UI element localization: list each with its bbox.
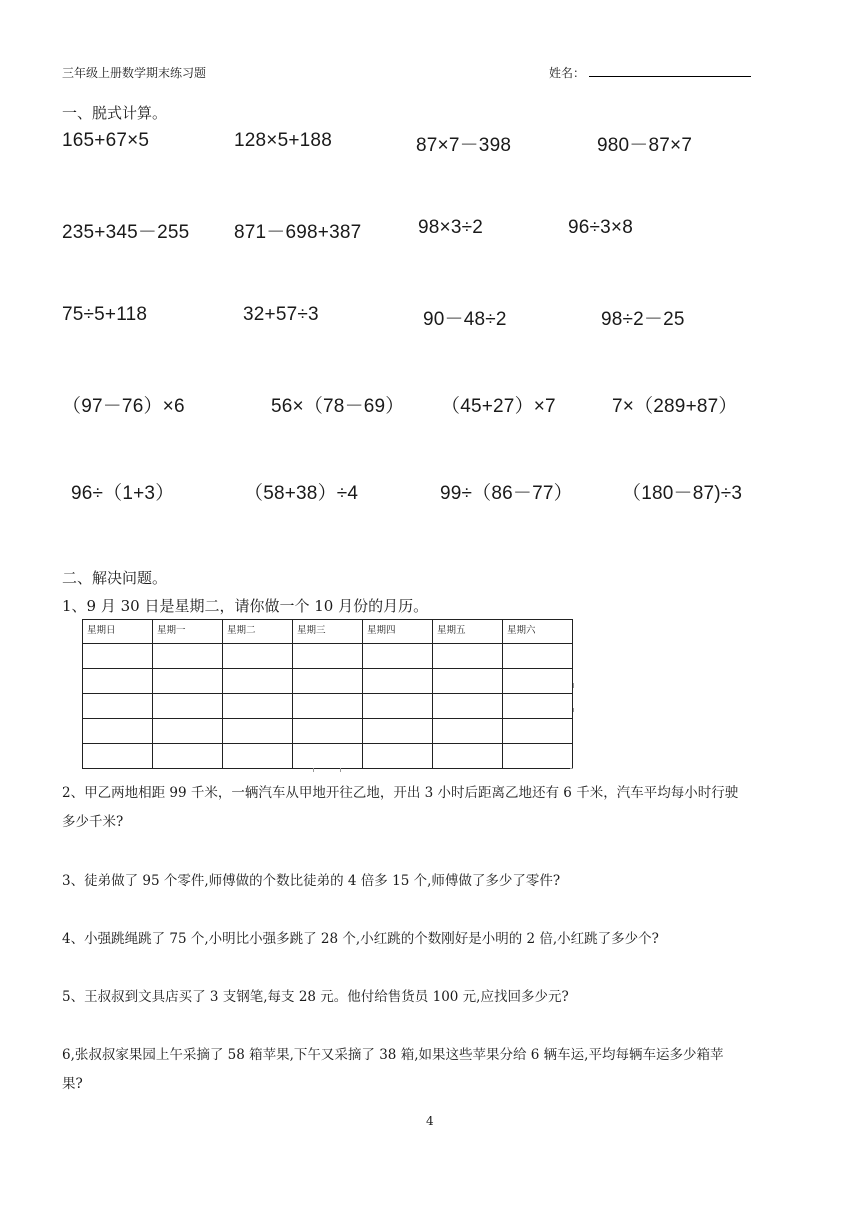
- calendar-cell: [223, 694, 293, 719]
- calendar-cell: [363, 669, 433, 694]
- calendar-cell: [153, 694, 223, 719]
- calendar-cell: [223, 719, 293, 744]
- name-label: 姓名：: [549, 66, 586, 80]
- october-calendar-table: [82, 619, 573, 769]
- calendar-cell: [293, 744, 363, 769]
- calendar-cell: [433, 719, 503, 744]
- question-1: 1、9 月 30 日是星期二，请你做一个 10 月份的月历。: [62, 597, 429, 615]
- calendar-row: [83, 719, 573, 744]
- worksheet-title: 三年级上册数学期末练习题: [62, 66, 207, 80]
- calendar-row: [83, 694, 573, 719]
- page-number: 4: [426, 1114, 434, 1128]
- calc-expression: 90－48÷2: [423, 309, 507, 330]
- calc-expression: 87×7－398: [416, 135, 512, 156]
- calendar-cell: [83, 744, 153, 769]
- section2-heading: 二、解决问题。: [62, 569, 168, 587]
- calc-expression: （45+27）×7: [441, 396, 556, 417]
- calc-expression: 235+345－255: [62, 222, 190, 243]
- calendar-cell: [363, 719, 433, 744]
- calc-expression: 980－87×7: [597, 135, 693, 156]
- section1-heading: 一、脱式计算。: [62, 104, 168, 122]
- calendar-header-cell: 星期六: [503, 620, 573, 644]
- scan-mark: [340, 768, 341, 772]
- calendar-header-row: [83, 620, 573, 644]
- calendar-cell: [503, 644, 573, 669]
- calendar-cell: [83, 719, 153, 744]
- calendar-header-cell: 星期五: [433, 620, 503, 644]
- scan-mark: [313, 768, 314, 772]
- calc-expression: 98÷2－25: [601, 309, 685, 330]
- calc-expression: 75÷5+118: [62, 304, 148, 325]
- question-3: 3、徒弟做了 95 个零件,师傅做的个数比徒弟的 4 倍多 15 个,师傅做了多少了零件?: [62, 873, 561, 889]
- calendar-cell: [293, 719, 363, 744]
- question-6-line2: 果?: [62, 1076, 83, 1092]
- calendar-cell: [153, 644, 223, 669]
- calendar-cell: [363, 694, 433, 719]
- calc-expression: （97－76）×6: [62, 396, 185, 417]
- calendar-header-cell: 星期三: [293, 620, 363, 644]
- calendar-cell: [153, 744, 223, 769]
- calendar-row: [83, 669, 573, 694]
- question-6-line1: 6,张叔叔家果园上午采摘了 58 箱苹果,下午又采摘了 38 箱,如果这些苹果分给 6 辆车运,平均每辆车运多少箱苹: [62, 1047, 724, 1063]
- question-4: 4、小强跳绳跳了 75 个,小明比小强多跳了 28 个,小红跳的个数刚好是小明的 2 倍,小红跳了多少个?: [62, 931, 659, 947]
- calendar-header-cell: 星期一: [153, 620, 223, 644]
- calendar-cell: [503, 669, 573, 694]
- calendar-cell: [503, 719, 573, 744]
- calendar-row: [83, 644, 573, 669]
- calc-expression: 7×（289+87）: [612, 396, 738, 417]
- calendar-cell: [83, 669, 153, 694]
- calendar-cell: [433, 694, 503, 719]
- scan-mark: [573, 708, 574, 712]
- calendar-cell: [433, 744, 503, 769]
- scan-mark: [570, 768, 573, 769]
- scan-mark: [573, 683, 574, 688]
- calendar-cell: [223, 644, 293, 669]
- calendar-cell: [293, 669, 363, 694]
- calendar-cell: [293, 644, 363, 669]
- calc-expression: 128×5+188: [234, 130, 332, 151]
- calendar-cell: [503, 694, 573, 719]
- calendar-row: [83, 744, 573, 769]
- calendar-header-cell: 星期日: [83, 620, 153, 644]
- question-5: 5、王叔叔到文具店买了 3 支钢笔,每支 28 元。他付给售货员 100 元,应找回多少元?: [62, 989, 569, 1005]
- calendar-header-cell: 星期四: [363, 620, 433, 644]
- calendar-cell: [433, 669, 503, 694]
- calendar-cell: [223, 744, 293, 769]
- calc-expression: 32+57÷3: [243, 304, 319, 325]
- calc-expression: （58+38）÷4: [244, 483, 359, 504]
- calendar-cell: [153, 719, 223, 744]
- calendar-cell: [223, 669, 293, 694]
- calc-expression: 165+67×5: [62, 130, 150, 151]
- calc-expression: 98×3÷2: [418, 217, 483, 238]
- calendar-cell: [503, 744, 573, 769]
- calendar-header-cell: 星期二: [223, 620, 293, 644]
- calendar-cell: [293, 694, 363, 719]
- question-2-line2: 多少千米?: [62, 814, 124, 830]
- calendar-cell: [433, 644, 503, 669]
- calendar-cell: [83, 694, 153, 719]
- calc-expression: 56×（78－69）: [271, 396, 405, 417]
- calc-expression: 99÷（86－77）: [440, 483, 573, 504]
- calc-expression: 96÷（1+3）: [71, 483, 175, 504]
- calc-expression: 871－698+387: [234, 222, 362, 243]
- question-2-line1: 2、甲乙两地相距 99 千米，一辆汽车从甲地开往乙地，开出 3 小时后距离乙地还有 6 千米，汽车平均每小时行驶: [62, 785, 739, 801]
- calendar-cell: [83, 644, 153, 669]
- calendar-cell: [153, 669, 223, 694]
- name-blank-line: [589, 76, 751, 77]
- calendar-cell: [363, 744, 433, 769]
- calendar-cell: [363, 644, 433, 669]
- calc-expression: （180－87)÷3: [622, 483, 743, 504]
- calc-expression: 96÷3×8: [568, 217, 633, 238]
